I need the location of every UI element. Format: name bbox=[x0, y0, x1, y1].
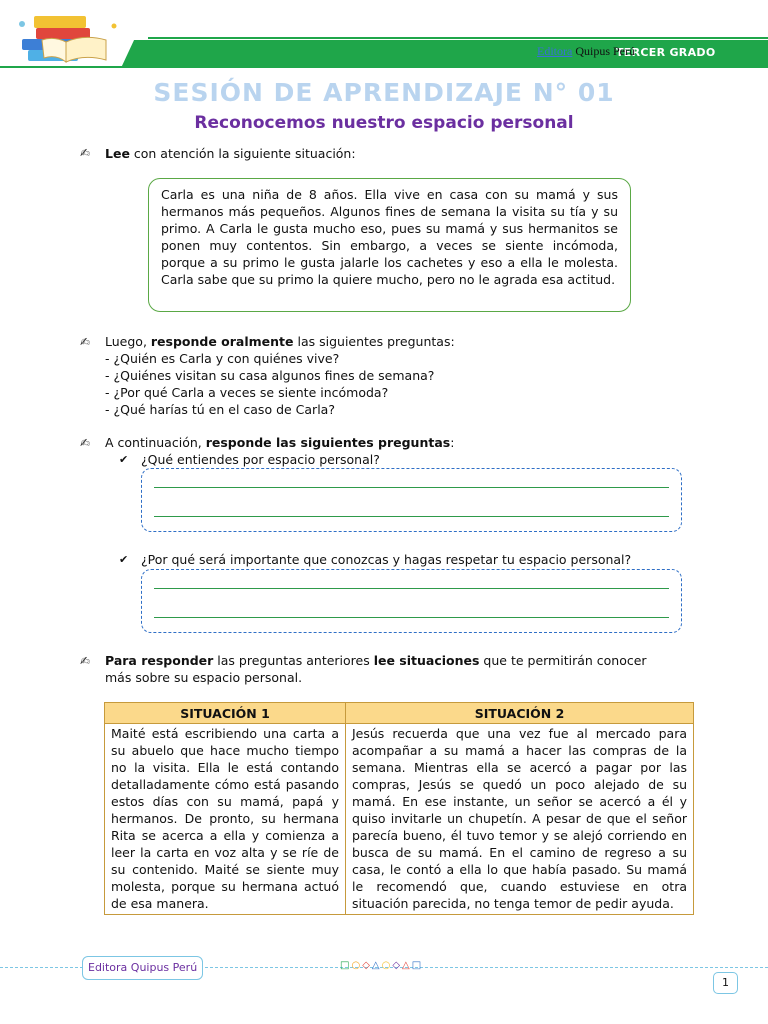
footer-editora-badge: Editora Quipus Perú bbox=[82, 956, 203, 980]
question-2: ¿Por qué será importante que conozcas y hagas respetar tu espacio personal? bbox=[141, 552, 632, 567]
situations-line-1 bbox=[105, 652, 677, 669]
list-item: - ¿Quiénes visitan su casa algunos fines de semana? bbox=[105, 368, 435, 383]
page-subtitle: Reconocemos nuestro espacio personal bbox=[194, 113, 574, 133]
editora-header-link[interactable] bbox=[537, 44, 635, 59]
story-box bbox=[148, 178, 631, 312]
para-bold-2: lee situaciones bbox=[373, 653, 480, 668]
pen-icon: ✍ bbox=[80, 146, 91, 160]
books-logo-icon bbox=[14, 12, 124, 68]
situations-table bbox=[104, 702, 694, 915]
editora-link[interactable]: Editora bbox=[537, 44, 573, 58]
header-top-line bbox=[148, 37, 768, 39]
answer-line bbox=[154, 588, 669, 589]
written-bold: responde las siguientes preguntas bbox=[205, 435, 451, 450]
situations-line-2: más sobre su espacio personal. bbox=[105, 670, 303, 685]
checkmark-icon: ✔ bbox=[119, 453, 129, 466]
para-mid: las preguntas anteriores bbox=[213, 653, 374, 668]
intro-rest: con atención la siguiente situación: bbox=[129, 146, 356, 161]
oral-post: las siguientes preguntas: bbox=[293, 334, 455, 349]
intro-bold: Lee bbox=[105, 146, 130, 161]
list-item: - ¿Por qué Carla a veces se siente incómoda? bbox=[105, 385, 389, 400]
situacion-2-text: Jesús recuerda que una vez fue al mercado para acompañar a su mamá a hacer las compras de la semana. Mientras ella se acercó a pagar por las compras, Jesús se quedó un poco alejado de su mamá. En ese instante, un señor se acercó a él y quiso invitarle un chupetín. A pesar de que el señor parecía bueno, él tuvo temor y se alejó corriendo en busca de su mamá. En el camino de regreso a su casa, le contó a ella lo que había pasado. Su mamá le recomendó que, cuando estuviese en otra situación parecida, no tenga temor de pedir ayuda. bbox=[346, 724, 694, 915]
table-header-situacion-1: SITUACIÓN 1 bbox=[105, 703, 346, 724]
question-1: ¿Qué entiendes por espacio personal? bbox=[141, 452, 380, 467]
footer-shapes-icon: □○◇△○◇△□ bbox=[340, 960, 424, 971]
answer-line bbox=[154, 617, 669, 618]
page-number: 1 bbox=[713, 972, 738, 994]
page-header bbox=[0, 0, 768, 70]
table-header-row bbox=[105, 703, 694, 724]
intro-instruction bbox=[105, 145, 356, 162]
checkmark-icon: ✔ bbox=[119, 553, 129, 566]
pen-icon: ✍ bbox=[80, 654, 91, 668]
written-pre: A continuación, bbox=[105, 435, 206, 450]
oral-question-list bbox=[105, 350, 434, 418]
written-post: : bbox=[450, 435, 455, 450]
grade-label: TERCER GRADO bbox=[616, 46, 716, 59]
pen-icon: ✍ bbox=[80, 436, 91, 450]
answer-line bbox=[154, 516, 669, 517]
story-text: Carla es una niña de 8 años. Ella vive en casa con su mamá y sus hermanos más pequeños. Algunos fines de semana la visita su tía y su primo. A Carla le gusta mucho eso, pues su mamá y sus hermanitos se ponen muy contentos. Sin embargo, a veces se siente incómoda, porque a su primo le gusta jalarle los cachetes y eso a ella le molesta. Carla sabe que su primo la quiere mucho, pero no le agrada esa actitud. bbox=[161, 187, 618, 287]
table-header-situacion-2: SITUACIÓN 2 bbox=[346, 703, 694, 724]
oral-bold: responde oralmente bbox=[150, 334, 294, 349]
answer-box-2[interactable] bbox=[141, 569, 682, 633]
oral-instruction bbox=[105, 333, 455, 350]
pen-icon: ✍ bbox=[80, 335, 91, 349]
answer-line bbox=[154, 487, 669, 488]
list-item: - ¿Qué harías tú en el caso de Carla? bbox=[105, 402, 335, 417]
para-post: que te permitirán conocer bbox=[479, 653, 647, 668]
para-bold-1: Para responder bbox=[105, 653, 214, 668]
situations-instruction bbox=[105, 652, 677, 686]
oral-pre: Luego, bbox=[105, 334, 151, 349]
editora-name: Quipus Perú bbox=[575, 44, 635, 58]
page-title: SESIÓN DE APRENDIZAJE N° 01 bbox=[153, 78, 615, 107]
answer-box-1[interactable] bbox=[141, 468, 682, 532]
situacion-1-text: Maité está escribiendo una carta a su abuelo que hace mucho tiempo no la visita. Ella le está contando detalladamente cómo está pasando estos días con su mamá, papá y hermanos. De pronto, su hermana Rita se acerca a ella y comienza a leer la carta en voz alta y se ríe de su contenido. Maité se siente muy molesta, porque su hermana actuó de esa manera. bbox=[105, 724, 346, 915]
written-instruction bbox=[105, 434, 454, 451]
header-rule bbox=[0, 66, 768, 68]
table-row bbox=[105, 724, 694, 915]
list-item: - ¿Quién es Carla y con quiénes vive? bbox=[105, 351, 340, 366]
